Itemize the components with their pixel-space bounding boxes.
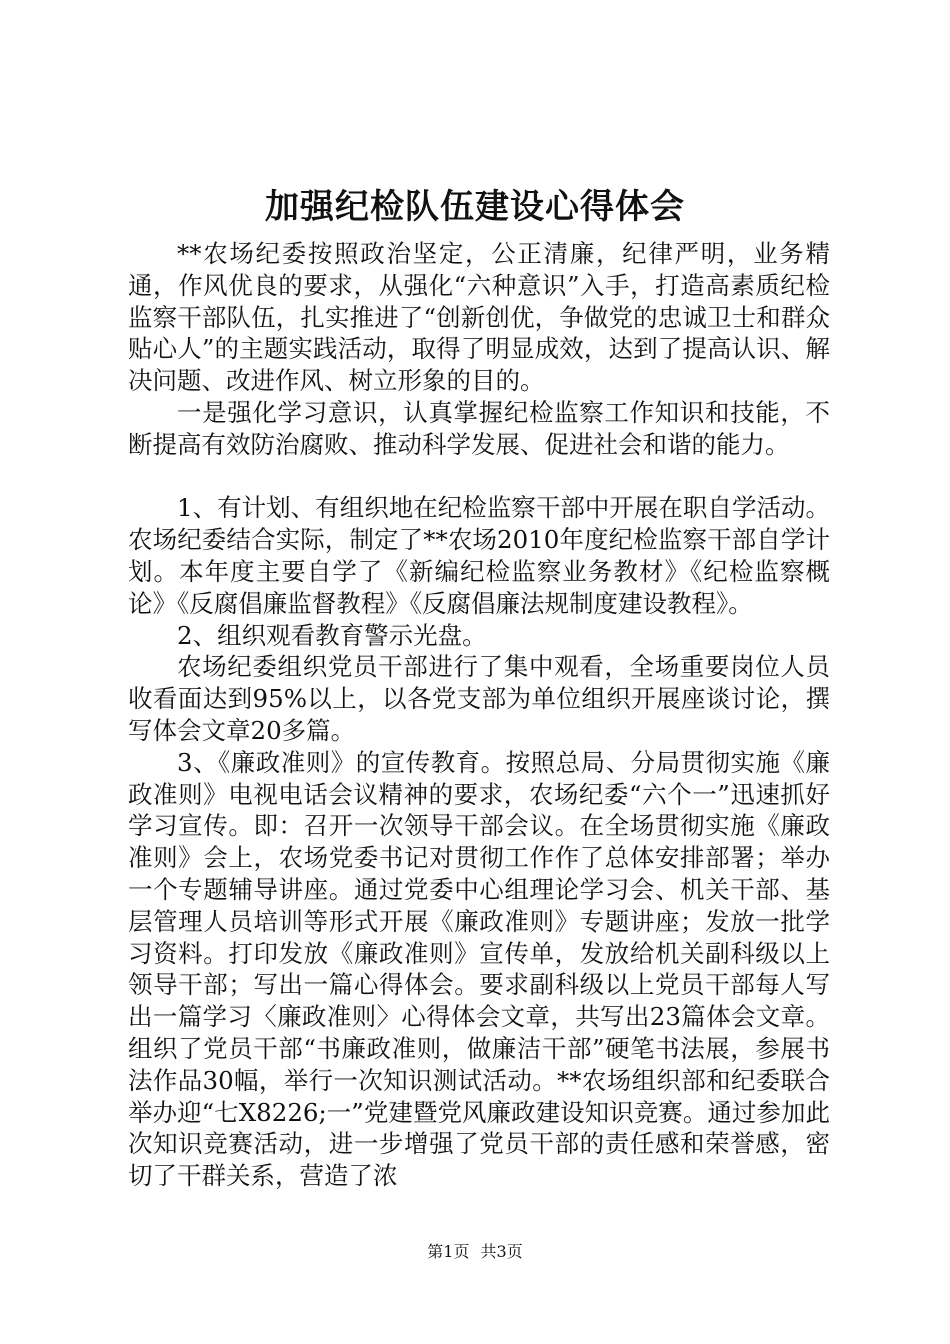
page-total: 共3页 [480,1242,523,1261]
paragraph-item-2: 2、组织观看教育警示光盘。 [177,620,487,650]
page-number: 第1页 [427,1242,470,1261]
document-body [128,238,830,1192]
page-footer [0,1240,950,1264]
document-title: 加强纪检队伍建设心得体会 [265,187,685,227]
paragraph-intro: **农场纪委按照政治坚定，公正清廉，纪律严明，业务精通，作风优良的要求，从强化“六种意识”入手，打造高素质纪检监察干部队伍，扎实推进了“创新创优，争做党的忠诚卫士和群众贴心人”的主题实践活动，取得了明显成效，达到了提高认识、解决问题、改进作风、树立形象的目的。 [128,239,830,396]
paragraph-point-one: 一是强化学习意识，认真掌握纪检监察工作知识和技能，不断提高有效防治腐败、推动科学发展、促进社会和谐的能力。 [128,397,830,459]
blank-line [128,461,830,493]
paragraph-item-2-detail: 农场纪委组织党员干部进行了集中观看，全场重要岗位人员收看面达到95%以上，以各党支部为单位组织开展座谈讨论，撰写体会文章20多篇。 [128,652,830,745]
paragraph-item-1: 1、有计划、有组织地在纪检监察干部中开展在职自学活动。农场纪委结合实际，制定了**农场2010年度纪检监察干部自学计划。本年度主要自学了《新编纪检监察业务教材》《纪检监察概论》《反腐倡廉监督教程》《反腐倡廉法规制度建设教程》。 [128,493,830,618]
paragraph-item-3: 3、《廉政准则》的宣传教育。按照总局、分局贯彻实施《廉政准则》电视电话会议精神的要求，农场纪委“六个一”迅速抓好学习宣传。即：召开一次领导干部会议。在全场贯彻实施《廉政准则》会上，农场党委书记对贯彻工作作了总体安排部署；举办一个专题辅导讲座。通过党委中心组理论学习会、机关干部、基层管理人员培训等形式开展《廉政准则》专题讲座；发放一批学习资料。打印发放《廉政准则》宣传单，发放给机关副科级以上领导干部；写出一篇心得体会。要求副科级以上党员干部每人写出一篇学习〈廉政准则〉心得体会文章，共写出23篇体会文章。组织了党员干部“书廉政准则，做廉洁干部”硬笔书法展，参展书法作品30幅，举行一次知识测试活动。**农场组织部和纪委联合举办迎“七X8226;一”党建暨党风廉政建设知识竞赛。通过参加此次知识竞赛活动，进一步增强了党员干部的责任感和荣誉感，密切了干群关系，营造了浓 [128,747,830,1191]
